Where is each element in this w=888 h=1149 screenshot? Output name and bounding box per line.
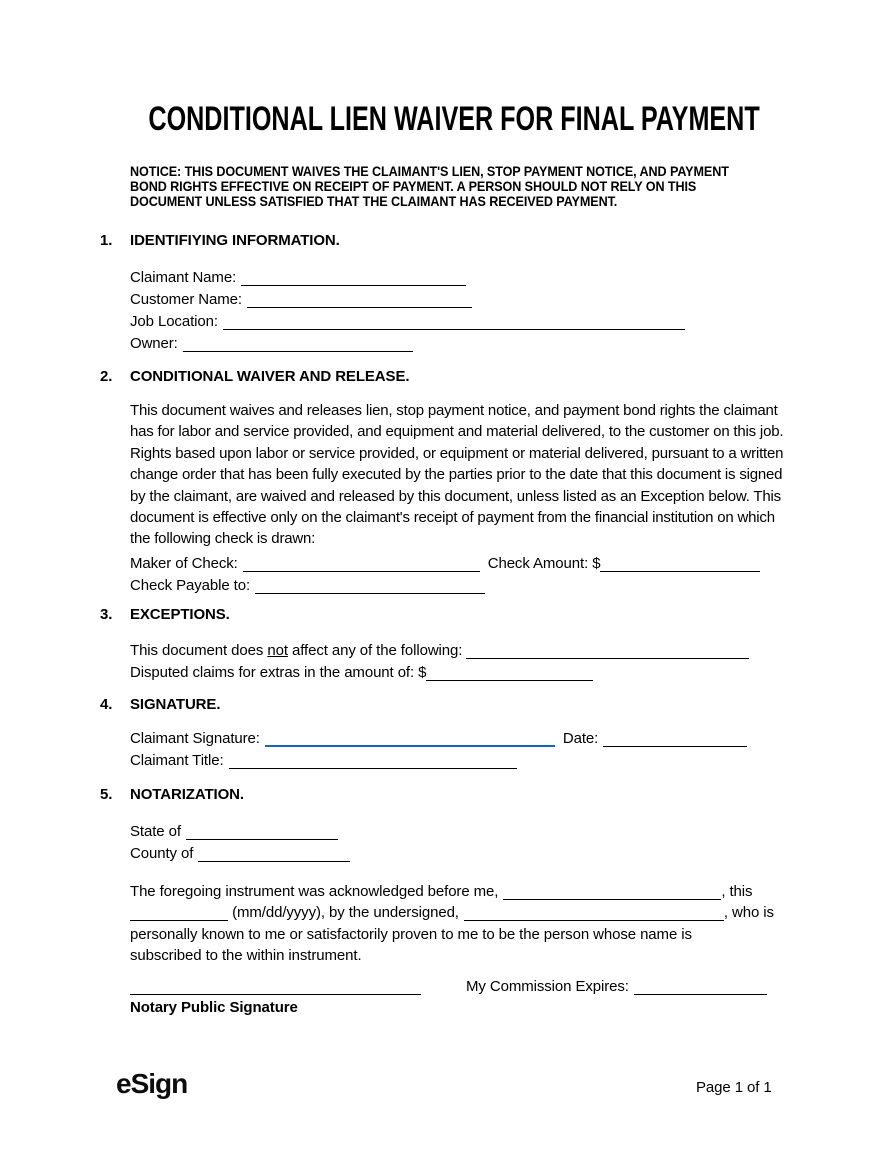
maker-of-check-label: Maker of Check: [130,554,238,572]
customer-name-field[interactable] [247,293,472,308]
claimant-signature-label: Claimant Signature: [130,729,260,747]
esign-logo: eSign [116,1068,188,1099]
claimant-signature-field[interactable] [265,731,555,747]
notary-public-signature-label: Notary Public Signature [130,999,298,1017]
maker-of-check-field[interactable] [243,557,480,572]
county-field[interactable] [198,847,350,862]
field-row-claimant-name [130,267,778,289]
notarization-fields [130,821,778,865]
ack-line-2-tail: , who is [723,904,774,922]
page-indicator: Page 1 of 1 [696,1079,772,1096]
field-row-not-affect [130,640,778,662]
field-row-claimant-signature [130,728,778,750]
section-5-number: 5. [100,785,113,803]
not-affect-label-post: affect any of the following: [287,641,467,659]
check-amount-label: Check Amount: $ [487,554,601,572]
field-row-maker-of-check [130,553,778,575]
check-amount-field[interactable] [600,557,760,572]
not-affect-label-pre: This document does [130,641,268,659]
section-3-number: 3. [100,605,113,623]
section-2-heading [100,368,778,386]
section-3-heading [100,606,778,624]
commission-expires-label: My Commission Expires: [466,978,629,996]
disputed-claims-field[interactable] [426,666,593,681]
section-4-heading [100,696,778,714]
acknowledged-name-field[interactable] [503,885,721,900]
notice-line-2: BOND RIGHTS EFFECTIVE ON RECEIPT OF PAYMENT. A PERSON SHOULD NOT RELY ON THIS [130,178,697,194]
disputed-claims-label: Disputed claims for extras in the amount of: $ [130,663,427,681]
field-row-job-location [130,311,778,333]
county-of-label: County of [130,844,194,862]
exceptions-fields [130,640,778,684]
ack-line-2-text: (mm/dd/yyyy), by the undersigned, [232,904,459,922]
field-row-disputed-claims [130,662,778,684]
page-title: CONDITIONAL LIEN WAIVER FOR FINAL PAYMENT [148,100,760,138]
ack-line-1-text: The foregoing instrument was acknowledged before me, [130,882,499,900]
owner-field[interactable] [183,337,413,352]
check-payable-field[interactable] [255,579,485,594]
notice-line-1: NOTICE: THIS DOCUMENT WAIVES THE CLAIMANT'S LIEN, STOP PAYMENT NOTICE, AND PAYMENT [130,163,729,179]
section-2-number: 2. [100,368,113,385]
not-affect-field[interactable] [466,644,749,659]
section-1-title: IDENTIFIYING INFORMATION. [130,232,340,249]
ack-line-4: subscribed to the within instrument. [130,947,362,965]
state-of-label: State of [130,822,181,840]
check-fields [130,553,778,597]
section-4-number: 4. [100,695,113,713]
owner-label: Owner: [130,335,178,352]
field-row-claimant-title [130,750,778,772]
check-payable-label: Check Payable to: [130,576,251,594]
field-row-county [130,843,778,865]
title-wrap [130,102,778,136]
undersigned-name-field[interactable] [464,906,724,921]
ack-line-2 [130,902,778,923]
signature-fields [130,728,778,772]
date-label: Date: [562,729,599,747]
section-1-number: 1. [100,232,113,249]
ack-date-field[interactable] [130,906,228,921]
notice-line-3: DOCUMENT UNLESS SATISFIED THAT THE CLAIMANT HAS RECEIVED PAYMENT. [130,193,618,209]
state-field[interactable] [186,825,338,840]
notary-signature-row [130,976,778,998]
section-2-title: CONDITIONAL WAIVER AND RELEASE. [130,368,410,385]
date-field[interactable] [603,732,747,747]
waiver-body-paragraph: This document waives and releases lien, stop payment notice, and payment bond rights the claimant has for labor and service provided, and equipment and material delivered, to the customer on this job. Rights based upon labor or service provided, or equipment or material delivered, pursuant to a written change order that has been fully executed by the parties prior to the date that this document is signed by the claimant, are waived and released by this document, unless listed as an Exception below. This document is effective only on the claimant's receipt of payment from the financial institution on which the following check is drawn: [130,402,784,548]
claimant-name-label: Claimant Name: [130,269,237,286]
field-row-state [130,821,778,843]
job-location-field[interactable] [223,315,685,330]
claimant-title-field[interactable] [229,754,517,769]
ack-line-3: personally known to me or satisfactorily proven to me to be the person whose name is [130,925,692,943]
section-4-title: SIGNATURE. [130,695,221,713]
identifying-fields [130,267,778,355]
ack-line-1-tail: , this [721,882,753,900]
notary-signature-field[interactable] [130,980,421,995]
ack-line-1 [130,881,778,902]
section-1-heading [100,232,778,250]
commission-expires-field[interactable] [634,980,767,995]
section-3-title: EXCEPTIONS. [130,605,230,623]
field-row-customer-name [130,289,778,311]
claimant-title-label: Claimant Title: [130,751,224,769]
field-row-owner [130,333,778,355]
not-underlined-word: not [267,641,288,659]
section-5-heading [100,786,778,804]
job-location-label: Job Location: [130,313,218,330]
field-row-check-payable [130,575,778,597]
claimant-name-field[interactable] [241,271,466,286]
acknowledgment-paragraph [130,881,778,967]
section-5-title: NOTARIZATION. [130,785,244,803]
customer-name-label: Customer Name: [130,291,242,308]
notice-block [130,163,729,209]
